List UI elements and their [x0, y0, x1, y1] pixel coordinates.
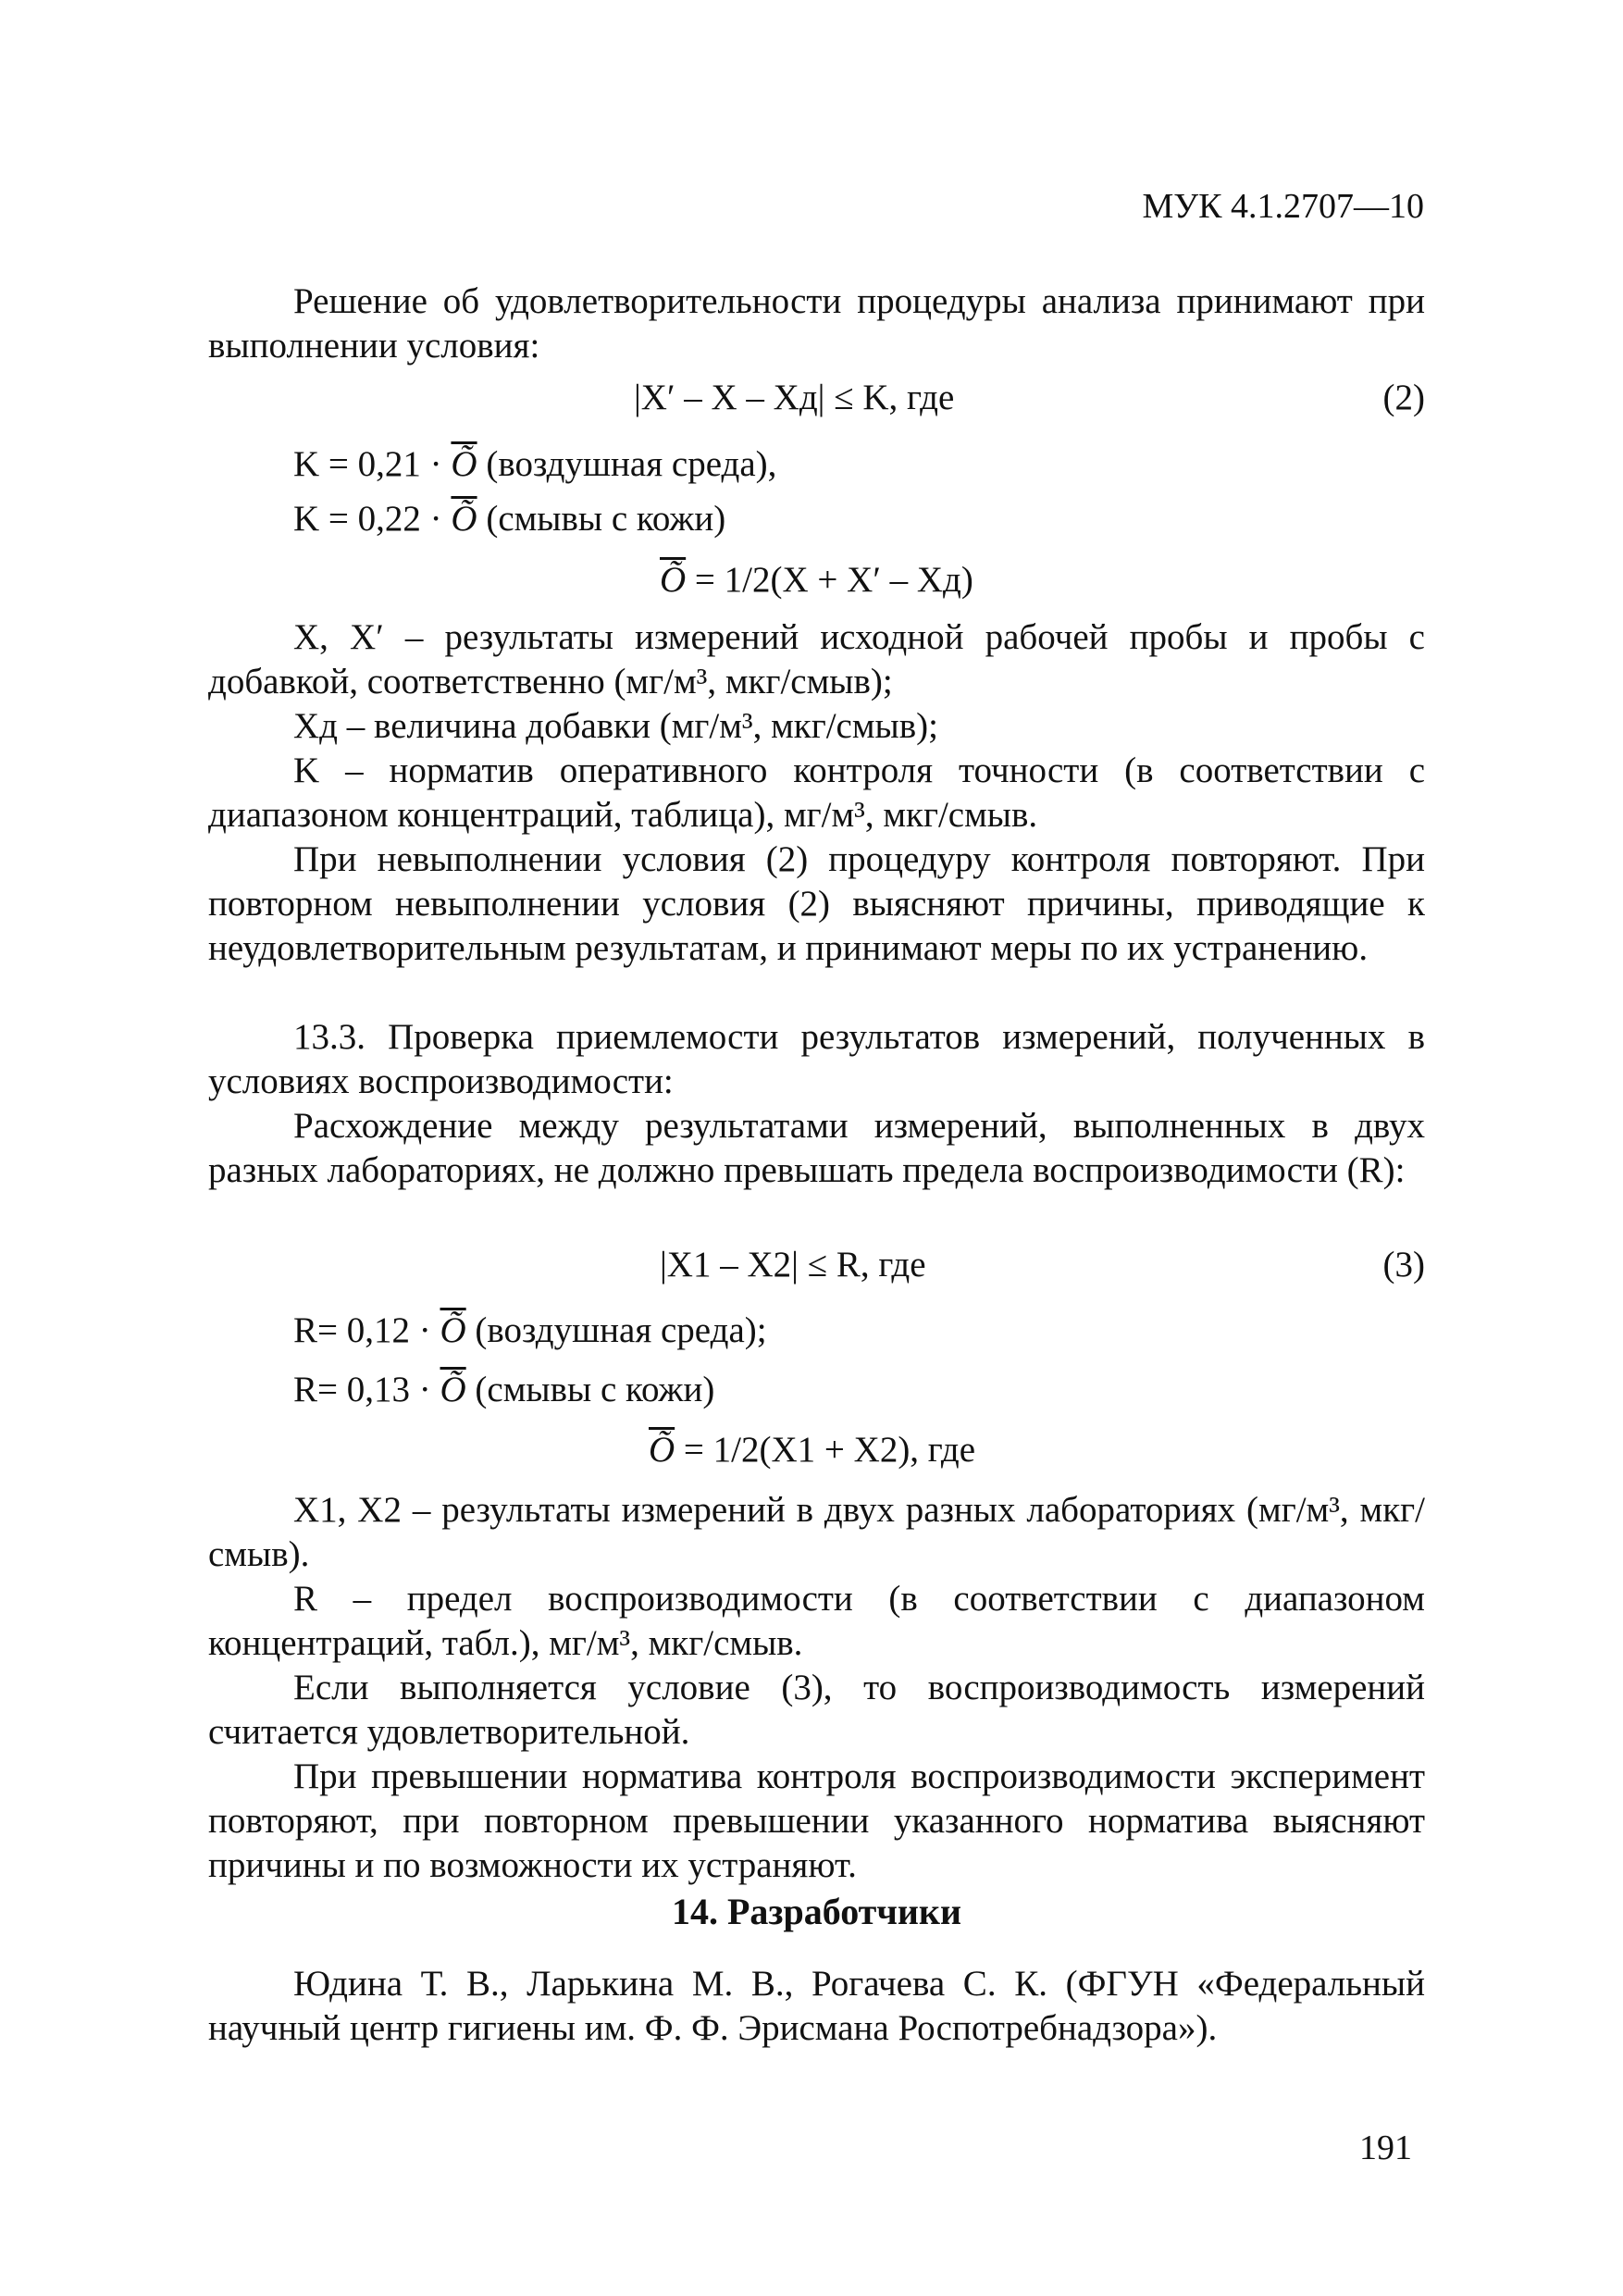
- o-mean-symbol: $\overline{Õ}$: [440, 1310, 466, 1350]
- k-air-lhs: K = 0,21 ·: [293, 444, 452, 484]
- section-14-heading: 14. Разработчики: [671, 1891, 962, 1932]
- r-skin-note: (смывы с кожи): [465, 1370, 715, 1409]
- equation-3: [208, 1243, 1425, 1289]
- r-air-formula: [208, 1309, 1425, 1355]
- equation-3-number: (3): [1382, 1245, 1425, 1285]
- paragraph-authors: Юдина Т. В., Ларькина М. В., Рогачева С. К. (ФГУН «Федеральный научный центр гигиены им. Ф. Ф. Эрисмана Роспотребнадзора»).: [208, 1964, 1425, 2048]
- paragraph-xd-definition: Xд – величина добавки (мг/м³, мкг/смыв);: [293, 706, 938, 746]
- o-mean-symbol: $\overline{Õ}$: [649, 1430, 675, 1470]
- o-mean-symbol: $\overline{Õ}$: [440, 1370, 466, 1409]
- r-skin-formula: [208, 1368, 1425, 1414]
- r-skin-lhs: R= 0,13 ·: [293, 1370, 440, 1409]
- k-skin-formula: [208, 497, 1425, 543]
- paragraph-satisfactory: Если выполняется условие (3), то воспроизводимость измерений считается удовлетворительной.: [208, 1668, 1425, 1752]
- paragraph-13-3: 13.3. Проверка приемлемости результатов измерений, полученных в условиях воспроизводимости:: [208, 1017, 1425, 1101]
- o-mean-symbol: $\overline{Õ}$: [451, 444, 477, 484]
- paragraph-decision: Решение об удовлетворительности процедуры анализа принимают при выполнении условия:: [208, 281, 1425, 366]
- paragraph-k-definition: K – норматив оперативного контроля точности (в соответствии с диапазоном концентраций, таблица), мг/м³, мкг/смыв.: [208, 751, 1425, 835]
- o-definition-1: [208, 558, 1425, 604]
- paragraph-x12-definitions: X1, X2 – результаты измерений в двух разных лабораториях (мг/м³, мкг/смыв).: [208, 1490, 1425, 1574]
- k-air-note: (воздушная среда),: [477, 444, 777, 484]
- k-skin-note: (смывы с кожи): [477, 499, 726, 539]
- document-code-header: МУК 4.1.2707—10: [1142, 187, 1424, 226]
- equation-2: [208, 376, 1425, 422]
- paragraph-discrepancy: Расхождение между результатами измерений, выполненных в двух разных лабораториях, не должно превышать предела воспроизводимости (R):: [208, 1106, 1425, 1190]
- page-number: 191: [1359, 2128, 1412, 2167]
- o-mean-symbol: $\overline{Õ}$: [660, 560, 687, 600]
- o-mean-symbol: $\overline{Õ}$: [451, 499, 477, 539]
- k-skin-lhs: K = 0,22 ·: [293, 499, 452, 539]
- o-definition-2: [208, 1428, 1425, 1474]
- equation-2-number: (2): [1382, 378, 1425, 417]
- r-air-lhs: R= 0,12 ·: [293, 1310, 440, 1350]
- k-air-formula: [208, 442, 1425, 489]
- o-definition-1-rhs: = 1/2(X + X′ – Xд): [686, 560, 973, 600]
- paragraph-exceed: При превышении норматива контроля воспроизводимости эксперимент повторяют, при повторном превышении указанного норматива выясняют причины и по возможности их устраняют.: [208, 1756, 1425, 1885]
- paragraph-x-definitions: X, X′ – результаты измерений исходной рабочей пробы и пробы с добавкой, соответственно (мг/м³, мкг/смыв);: [208, 617, 1425, 701]
- r-air-note: (воздушная среда);: [465, 1310, 767, 1350]
- paragraph-failure: При невыполнении условия (2) процедуру контроля повторяют. При повторном невыполнении условия (2) выясняют причины, приводящие к неудовлетворительным результатам, и принимают меры по их устранению.: [208, 839, 1425, 968]
- paragraph-r-definition: R – предел воспроизводимости (в соответствии с диапазоном концентраций, табл.), мг/м³, мкг/смыв.: [208, 1579, 1425, 1663]
- o-definition-2-rhs: = 1/2(X1 + X2), где: [675, 1430, 976, 1470]
- equation-2-expression: |X′ – X – Xд| ≤ K, где: [634, 378, 955, 417]
- equation-3-expression: |X1 – X2| ≤ R, где: [660, 1245, 926, 1285]
